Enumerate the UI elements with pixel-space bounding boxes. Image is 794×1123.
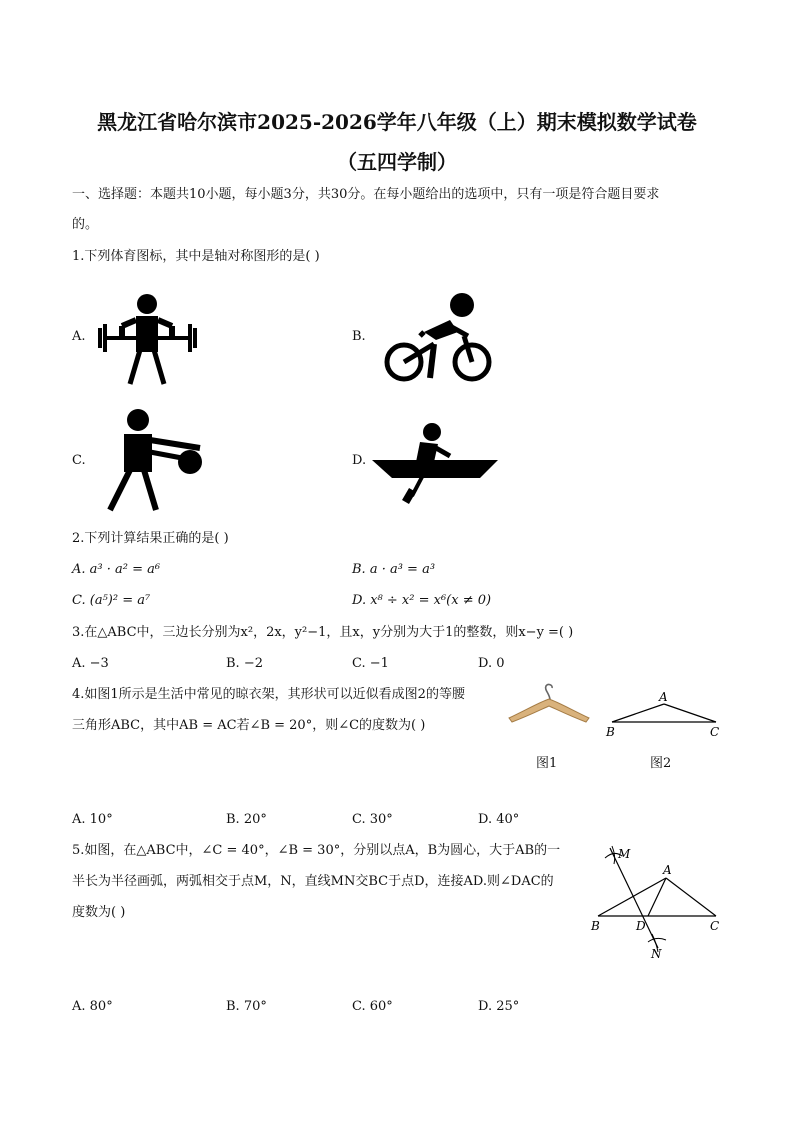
q5-point-m: M (618, 847, 631, 861)
q4-triangle-figure (604, 690, 724, 740)
q2-option-d: D. x⁸ ÷ x² = x⁶(x ≠ 0) (352, 593, 492, 608)
q2-stem: 2.下列计算结果正确的是( ) (72, 531, 229, 546)
q4-stem-line1: 4.如图1所示是生活中常见的晾衣架，其形状可以近似看成图2的等腰 (72, 687, 465, 702)
q4-option-b: B. 20° (226, 812, 267, 827)
q3-option-a: A. −3 (72, 656, 109, 671)
q4-option-d: D. 40° (478, 812, 520, 827)
q3-option-d: D. 0 (478, 656, 505, 671)
q4-option-c: C. 30° (352, 812, 393, 827)
clothes-hanger-icon (506, 684, 592, 724)
q5-stem-line3: 度数为( ) (72, 905, 126, 920)
q4-point-b: B (606, 725, 615, 739)
q2-option-c: C. (a⁵)² = a⁷ (72, 593, 151, 608)
q5-option-d: D. 25° (478, 999, 520, 1014)
q5-point-a: A (663, 863, 672, 877)
q4-option-a: A. 10° (72, 812, 113, 827)
q5-option-a: A. 80° (72, 999, 113, 1014)
q1-option-d-label: D. (352, 453, 367, 468)
q2-option-b: B. a · a³ = a³ (352, 562, 436, 577)
q5-point-b: B (591, 919, 600, 933)
q5-point-d: D (636, 919, 646, 933)
q3-option-c: C. −1 (352, 656, 389, 671)
q4-stem-line2: 三角形ABC，其中AB = AC若∠B = 20°，则∠C的度数为( ) (72, 718, 426, 733)
q3-option-b: B. −2 (226, 656, 263, 671)
basketball-icon (104, 408, 204, 514)
q5-stem-line2: 半长为半径画弧，两弧相交于点M，N，直线MN交BC于点D，连接AD.则∠DAC的 (72, 874, 554, 889)
rowing-icon (372, 422, 500, 506)
q5-triangle-figure (588, 840, 728, 964)
q5-point-n: N (651, 947, 662, 961)
q1-stem: 1.下列体育图标，其中是轴对称图形的是( ) (72, 249, 320, 264)
section-instruction-line1: 一、选择题：本题共10小题，每小题3分，共30分。在每小题给出的选项中，只有一项是符合题目要求 (72, 187, 660, 202)
q4-figure1-caption: 图1 (536, 756, 558, 771)
q4-figure2-caption: 图2 (650, 756, 672, 771)
q1-option-c-label: C. (72, 453, 86, 468)
q5-option-c: C. 60° (352, 999, 393, 1014)
q1-option-b-label: B. (352, 329, 366, 344)
q4-point-c: C (710, 725, 720, 739)
q2-option-a: A. a³ · a² = a⁶ (72, 562, 161, 577)
section-instruction-line2: 的。 (72, 217, 99, 232)
cycling-icon (384, 292, 494, 384)
page-subtitle: （五四学制） (337, 150, 457, 174)
q3-stem: 3.在△ABC中，三边长分别为x²，2x，y²−1，且x，y分别为大于1的整数，则x−y =( ) (72, 625, 574, 640)
q5-point-c: C (710, 919, 720, 933)
q5-option-b: B. 70° (226, 999, 267, 1014)
q4-point-a: A (659, 690, 668, 704)
q1-option-a-label: A. (72, 329, 86, 344)
weightlifting-icon (92, 292, 204, 388)
page-title: 黑龙江省哈尔滨市2025-2026学年八年级（上）期末模拟数学试卷 (97, 110, 697, 134)
q5-stem-line1: 5.如图，在△ABC中，∠C = 40°，∠B = 30°，分别以点A，B为圆心，大于AB的一 (72, 843, 561, 858)
